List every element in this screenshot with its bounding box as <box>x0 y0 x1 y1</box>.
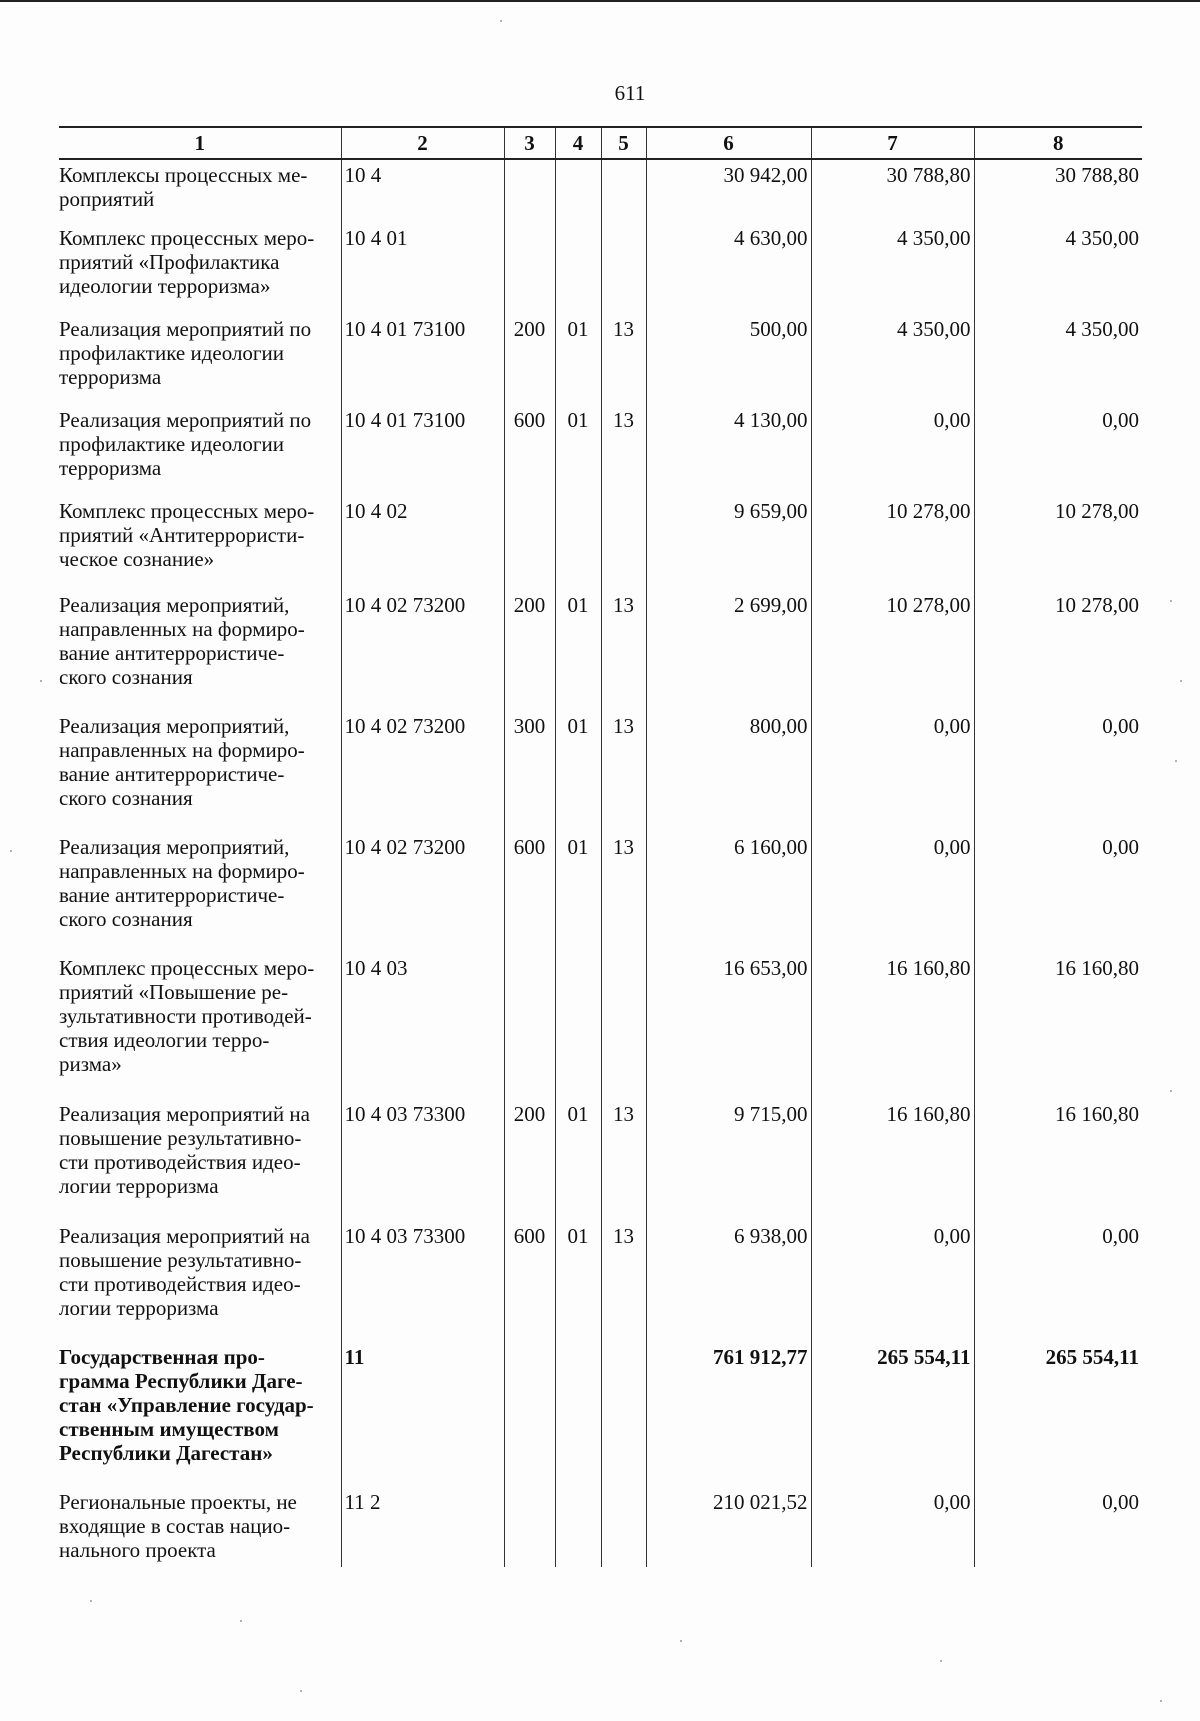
row-name-line: Реализация мероприятий на <box>59 1224 310 1248</box>
row-value-8: 4 350,00 <box>974 314 1142 405</box>
row-col4 <box>555 223 601 314</box>
table-row <box>59 590 1142 711</box>
table-row <box>59 159 1142 223</box>
row-col5: 13 <box>601 314 646 405</box>
column-header: 8 <box>974 127 1142 159</box>
row-code: 11 <box>341 1342 504 1487</box>
row-value-6: 210 021,52 <box>646 1487 811 1567</box>
row-name-line: Комплекс процессных меро- <box>59 956 315 980</box>
row-name-line: сти противодействия идео- <box>59 1272 301 1296</box>
row-code: 11 2 <box>341 1487 504 1567</box>
table-row <box>59 1099 1142 1221</box>
row-col4: 01 <box>555 405 601 496</box>
row-name-line: приятий «Повышение ре- <box>59 980 289 1004</box>
row-value-8: 265 554,11 <box>974 1342 1142 1487</box>
row-name <box>59 953 341 1099</box>
row-value-8: 4 350,00 <box>974 223 1142 314</box>
column-header: 1 <box>59 127 341 159</box>
row-value-8: 0,00 <box>974 405 1142 496</box>
row-name-line: Комплекс процессных меро- <box>59 499 315 523</box>
row-name <box>59 1487 341 1567</box>
row-value-6: 30 942,00 <box>646 159 811 223</box>
table-row <box>59 711 1142 832</box>
row-name-line: Реализация мероприятий на <box>59 1102 310 1126</box>
row-col5: 13 <box>601 832 646 953</box>
row-col4: 01 <box>555 711 601 832</box>
row-code: 10 4 01 73100 <box>341 405 504 496</box>
row-name-line: входящие в состав нацио- <box>59 1514 291 1538</box>
row-col3: 300 <box>504 711 555 832</box>
row-value-7: 10 278,00 <box>811 496 974 590</box>
row-code: 10 4 02 73200 <box>341 711 504 832</box>
row-col5: 13 <box>601 1221 646 1342</box>
row-col3 <box>504 1342 555 1487</box>
row-value-7: 4 350,00 <box>811 314 974 405</box>
row-col4: 01 <box>555 590 601 711</box>
scan-speck <box>1170 600 1172 602</box>
row-value-8: 0,00 <box>974 1487 1142 1567</box>
row-name-line: направленных на формиро- <box>59 859 305 883</box>
row-name <box>59 590 341 711</box>
row-value-7: 4 350,00 <box>811 223 974 314</box>
top-edge-rule <box>0 0 1200 2</box>
row-col3 <box>504 159 555 223</box>
row-name-line: сти противодействия идео- <box>59 1150 301 1174</box>
row-name-line: вание антитеррористиче- <box>59 641 285 665</box>
row-code: 10 4 03 73300 <box>341 1099 504 1221</box>
row-name-line: Реализация мероприятий по <box>59 408 312 432</box>
row-name-line: Реализация мероприятий, <box>59 714 290 738</box>
row-name <box>59 159 341 223</box>
table-row <box>59 832 1142 953</box>
row-col3: 600 <box>504 832 555 953</box>
row-name <box>59 711 341 832</box>
row-col4 <box>555 159 601 223</box>
row-col4: 01 <box>555 314 601 405</box>
row-col5 <box>601 1342 646 1487</box>
row-name-line: Комплексы процессных ме- <box>59 163 308 187</box>
row-value-8: 10 278,00 <box>974 496 1142 590</box>
row-col3 <box>504 1487 555 1567</box>
row-value-8: 0,00 <box>974 832 1142 953</box>
row-col5 <box>601 159 646 223</box>
row-value-6: 2 699,00 <box>646 590 811 711</box>
table-row <box>59 1487 1142 1567</box>
row-name-line: терроризма <box>59 456 162 480</box>
row-col4 <box>555 1342 601 1487</box>
row-col4 <box>555 1487 601 1567</box>
row-value-7: 265 554,11 <box>811 1342 974 1487</box>
row-name-line: ского сознания <box>59 665 193 689</box>
row-name <box>59 1342 341 1487</box>
row-name-line: Государственная про- <box>59 1345 265 1369</box>
row-name-line: роприятий <box>59 187 155 211</box>
row-name-line: повышение результативно- <box>59 1126 302 1150</box>
row-name <box>59 1221 341 1342</box>
row-name-line: ственным имуществом <box>59 1417 279 1441</box>
row-col5 <box>601 1487 646 1567</box>
row-name-line: грамма Республики Даге- <box>59 1369 303 1393</box>
row-name-line: Региональные проекты, не <box>59 1490 297 1514</box>
row-col3: 600 <box>504 405 555 496</box>
scan-speck <box>10 850 12 852</box>
row-name-line: ского сознания <box>59 786 193 810</box>
row-value-7: 0,00 <box>811 832 974 953</box>
row-code: 10 4 02 73200 <box>341 832 504 953</box>
row-name-line: вание антитеррористиче- <box>59 883 285 907</box>
row-col5: 13 <box>601 1099 646 1221</box>
row-name-line: ствия идеологии терро- <box>59 1028 270 1052</box>
row-name <box>59 405 341 496</box>
scan-speck <box>680 1640 682 1642</box>
row-name-line: профилактике идеологии <box>59 341 285 365</box>
row-name <box>59 496 341 590</box>
row-name <box>59 832 341 953</box>
row-name-line: нального проекта <box>59 1538 216 1562</box>
row-name-line: Комплекс процессных меро- <box>59 226 315 250</box>
row-name-line: вание антитеррористиче- <box>59 762 285 786</box>
row-col3: 200 <box>504 1099 555 1221</box>
row-value-6: 16 653,00 <box>646 953 811 1099</box>
row-value-8: 16 160,80 <box>974 953 1142 1099</box>
scan-speck <box>240 1620 242 1622</box>
row-value-8: 0,00 <box>974 711 1142 832</box>
row-col4 <box>555 496 601 590</box>
row-code: 10 4 01 <box>341 223 504 314</box>
row-value-7: 16 160,80 <box>811 953 974 1099</box>
table-body <box>59 159 1142 1567</box>
row-col3 <box>504 953 555 1099</box>
row-name-line: Реализация мероприятий, <box>59 835 290 859</box>
row-col5 <box>601 496 646 590</box>
table-row <box>59 314 1142 405</box>
row-name-line: профилактике идеологии <box>59 432 285 456</box>
row-value-7: 0,00 <box>811 711 974 832</box>
table-row <box>59 1342 1142 1487</box>
row-name-line: зультативности противодей- <box>59 1004 312 1028</box>
column-header: 7 <box>811 127 974 159</box>
scan-speck <box>500 20 502 22</box>
row-value-7: 30 788,80 <box>811 159 974 223</box>
page-number: 611 <box>614 81 646 105</box>
row-col5: 13 <box>601 405 646 496</box>
row-col5 <box>601 953 646 1099</box>
row-name-line: идеологии терроризма» <box>59 274 271 298</box>
row-name-line: логии терроризма <box>59 1174 219 1198</box>
row-col3: 200 <box>504 314 555 405</box>
table-row <box>59 223 1142 314</box>
row-name <box>59 1099 341 1221</box>
row-code: 10 4 02 73200 <box>341 590 504 711</box>
row-value-8: 10 278,00 <box>974 590 1142 711</box>
row-code: 10 4 03 73300 <box>341 1221 504 1342</box>
scan-speck <box>90 1600 92 1602</box>
column-header: 2 <box>341 127 504 159</box>
row-name-line: ризма» <box>59 1052 122 1076</box>
row-col3 <box>504 496 555 590</box>
row-col3: 600 <box>504 1221 555 1342</box>
row-name-line: Реализация мероприятий, <box>59 593 290 617</box>
row-value-6: 800,00 <box>646 711 811 832</box>
row-col5: 13 <box>601 590 646 711</box>
row-name-line: стан «Управление государ- <box>59 1393 314 1417</box>
row-value-6: 500,00 <box>646 314 811 405</box>
row-col5: 13 <box>601 711 646 832</box>
row-col3 <box>504 223 555 314</box>
table-row <box>59 1221 1142 1342</box>
row-value-6: 4 130,00 <box>646 405 811 496</box>
row-value-7: 0,00 <box>811 1487 974 1567</box>
row-col4: 01 <box>555 1221 601 1342</box>
row-col4: 01 <box>555 1099 601 1221</box>
row-name-line: повышение результативно- <box>59 1248 302 1272</box>
row-name <box>59 223 341 314</box>
row-name-line: направленных на формиро- <box>59 738 305 762</box>
row-value-6: 9 715,00 <box>646 1099 811 1221</box>
scan-speck <box>1170 1090 1172 1092</box>
row-col4: 01 <box>555 832 601 953</box>
row-code: 10 4 02 <box>341 496 504 590</box>
row-code: 10 4 03 <box>341 953 504 1099</box>
header-row <box>59 127 1142 159</box>
scan-speck <box>40 680 42 682</box>
column-header: 3 <box>504 127 555 159</box>
row-value-7: 0,00 <box>811 1221 974 1342</box>
column-header: 4 <box>555 127 601 159</box>
row-value-8: 16 160,80 <box>974 1099 1142 1221</box>
row-value-6: 9 659,00 <box>646 496 811 590</box>
row-value-7: 10 278,00 <box>811 590 974 711</box>
scan-speck <box>1180 680 1182 682</box>
scan-speck <box>1160 1700 1162 1702</box>
row-name-line: приятий «Антитеррористи- <box>59 523 305 547</box>
column-header: 5 <box>601 127 646 159</box>
table-row <box>59 496 1142 590</box>
row-col5 <box>601 223 646 314</box>
row-name-line: направленных на формиро- <box>59 617 305 641</box>
row-code: 10 4 <box>341 159 504 223</box>
row-col3: 200 <box>504 590 555 711</box>
row-name <box>59 314 341 405</box>
row-value-6: 6 938,00 <box>646 1221 811 1342</box>
row-name-line: ского сознания <box>59 907 193 931</box>
row-value-8: 0,00 <box>974 1221 1142 1342</box>
row-name-line: терроризма <box>59 365 162 389</box>
scan-speck <box>1175 760 1177 762</box>
budget-table <box>59 126 1142 1567</box>
row-value-7: 16 160,80 <box>811 1099 974 1221</box>
row-code: 10 4 01 73100 <box>341 314 504 405</box>
row-name-line: ческое сознание» <box>59 547 215 571</box>
row-name-line: Реализация мероприятий по <box>59 317 312 341</box>
row-name-line: приятий «Профилактика <box>59 250 280 274</box>
scan-speck <box>940 1660 942 1662</box>
row-value-6: 6 160,00 <box>646 832 811 953</box>
row-name-line: Республики Дагестан» <box>59 1441 273 1465</box>
table-row <box>59 405 1142 496</box>
row-value-6: 761 912,77 <box>646 1342 811 1487</box>
row-value-8: 30 788,80 <box>974 159 1142 223</box>
row-name-line: логии терроризма <box>59 1296 219 1320</box>
row-value-6: 4 630,00 <box>646 223 811 314</box>
table-row <box>59 953 1142 1099</box>
row-col4 <box>555 953 601 1099</box>
column-header: 6 <box>646 127 811 159</box>
row-value-7: 0,00 <box>811 405 974 496</box>
scan-speck <box>300 1690 302 1692</box>
